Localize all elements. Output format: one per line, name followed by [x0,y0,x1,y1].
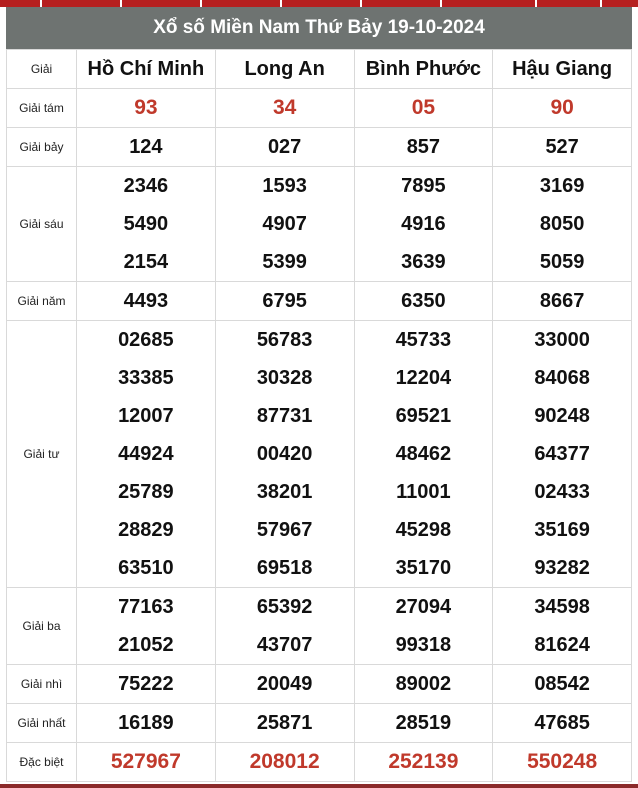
winning-number: 5490 [123,213,169,235]
result-cell [493,588,632,665]
winning-number: 69518 [256,557,313,579]
winning-number: 4916 [401,213,446,235]
winning-number: 25871 [256,712,313,734]
winning-number: 8667 [539,290,585,312]
winning-number: 6350 [401,290,446,312]
results-table [6,49,632,782]
winning-number: 57967 [256,519,313,541]
top-accent-bar [0,0,638,7]
result-cell [493,89,632,128]
winning-number: 65392 [256,596,313,618]
result-cell [77,665,216,704]
winning-number: 1593 [262,175,307,197]
winning-number: 35170 [395,557,452,579]
winning-number: 48462 [395,443,452,465]
result-cell [77,321,216,588]
winning-number: 33000 [534,329,590,351]
prize-row [7,282,632,321]
province-header[interactable]: Hồ Chí Minh [77,50,216,89]
winning-number: 027 [267,136,302,158]
winning-number: 2154 [123,251,169,273]
winning-number: 550248 [527,750,598,773]
prize-row [7,743,632,782]
table-header-row [7,50,632,89]
winning-number: 81624 [534,634,590,656]
province-header[interactable]: Long An [215,50,354,89]
prize-row [7,588,632,665]
winning-number: 64377 [534,443,590,465]
winning-number: 857 [406,136,441,158]
winning-number: 45298 [395,519,452,541]
winning-number: 93282 [534,557,590,579]
winning-number: 208012 [249,750,320,773]
winning-number: 28829 [118,519,174,541]
winning-number: 44924 [118,443,174,465]
prize-row [7,89,632,128]
prize-label: Giải nhì [7,665,77,704]
winning-number: 527 [545,136,579,158]
winning-number: 3169 [539,175,585,197]
winning-number: 5059 [539,251,585,273]
prize-label: Giải sáu [7,167,77,282]
winning-number: 527967 [110,750,181,773]
winning-number: 02685 [118,329,174,351]
prize-row [7,321,632,588]
winning-number: 99318 [395,634,452,656]
winning-number: 4907 [262,213,307,235]
result-cell [493,704,632,743]
result-cell [215,665,354,704]
winning-number: 11001 [396,481,451,503]
result-cell [493,282,632,321]
winning-number: 69521 [395,405,452,427]
result-cell [77,128,216,167]
result-cell [215,282,354,321]
result-cell [354,743,493,782]
winning-number: 38201 [256,481,313,503]
prize-label: Giải tám [7,89,77,128]
winning-number: 28519 [395,712,452,734]
winning-number: 77163 [118,596,174,618]
prize-row [7,665,632,704]
result-cell [354,588,493,665]
result-cell [493,743,632,782]
result-cell [354,167,493,282]
result-cell [354,282,493,321]
result-cell [77,167,216,282]
winning-number: 93 [134,96,158,119]
winning-number: 75222 [118,673,174,695]
winning-number: 2346 [123,175,169,197]
winning-number: 89002 [395,673,452,695]
winning-number: 84068 [534,367,590,389]
winning-number: 05 [411,96,436,119]
winning-number: 30328 [256,367,313,389]
result-cell [77,282,216,321]
winning-number: 124 [129,136,163,158]
winning-number: 33385 [118,367,174,389]
winning-number: 16189 [118,712,174,734]
result-cell [354,704,493,743]
prize-label: Giải nhất [7,704,77,743]
prize-row [7,704,632,743]
result-cell [493,167,632,282]
result-cell [215,128,354,167]
winning-number: 45733 [395,329,452,351]
prize-row [7,128,632,167]
winning-number: 08542 [534,673,590,695]
winning-number: 7895 [401,175,446,197]
prize-label: Giải năm [7,282,77,321]
winning-number: 63510 [118,557,174,579]
result-cell [215,321,354,588]
winning-number: 90 [550,96,574,119]
result-cell [215,704,354,743]
prize-label: Giải tư [7,321,77,588]
winning-number: 12204 [395,367,452,389]
winning-number: 6795 [262,290,307,312]
winning-number: 25789 [118,481,174,503]
result-cell [77,588,216,665]
result-cell [493,128,632,167]
results-body [7,89,632,782]
province-header[interactable]: Hậu Giang [493,50,632,89]
prize-row [7,167,632,282]
result-cell [493,321,632,588]
bottom-accent-bar [0,784,638,788]
result-cell [354,665,493,704]
winning-number: 3639 [401,251,446,273]
result-cell [215,167,354,282]
result-cell [215,588,354,665]
prize-label: Giải ba [7,588,77,665]
winning-number: 00420 [256,443,313,465]
prize-column-header: Giải [7,50,77,89]
prize-label: Đặc biệt [7,743,77,782]
winning-number: 02433 [534,481,590,503]
result-cell [77,89,216,128]
winning-number: 56783 [256,329,313,351]
winning-number: 27094 [395,596,452,618]
winning-number: 12007 [118,405,174,427]
winning-number: 34598 [534,596,590,618]
result-cell [354,89,493,128]
province-header[interactable]: Bình Phước [354,50,493,89]
winning-number: 4493 [123,290,169,312]
winning-number: 47685 [534,712,590,734]
winning-number: 20049 [256,673,313,695]
winning-number: 34 [272,96,297,119]
result-cell [215,743,354,782]
winning-number: 43707 [256,634,313,656]
result-cell [77,743,216,782]
winning-number: 5399 [262,251,307,273]
result-cell [77,704,216,743]
winning-number: 8050 [539,213,585,235]
winning-number: 21052 [118,634,174,656]
result-cell [354,128,493,167]
prize-label: Giải bảy [7,128,77,167]
winning-number: 252139 [388,750,459,773]
winning-number: 87731 [256,405,313,427]
result-cell [493,665,632,704]
result-cell [215,89,354,128]
winning-number: 90248 [534,405,590,427]
page-title: Xổ số Miền Nam Thứ Bảy 19-10-2024 [6,7,632,49]
result-cell [354,321,493,588]
winning-number: 35169 [534,519,590,541]
